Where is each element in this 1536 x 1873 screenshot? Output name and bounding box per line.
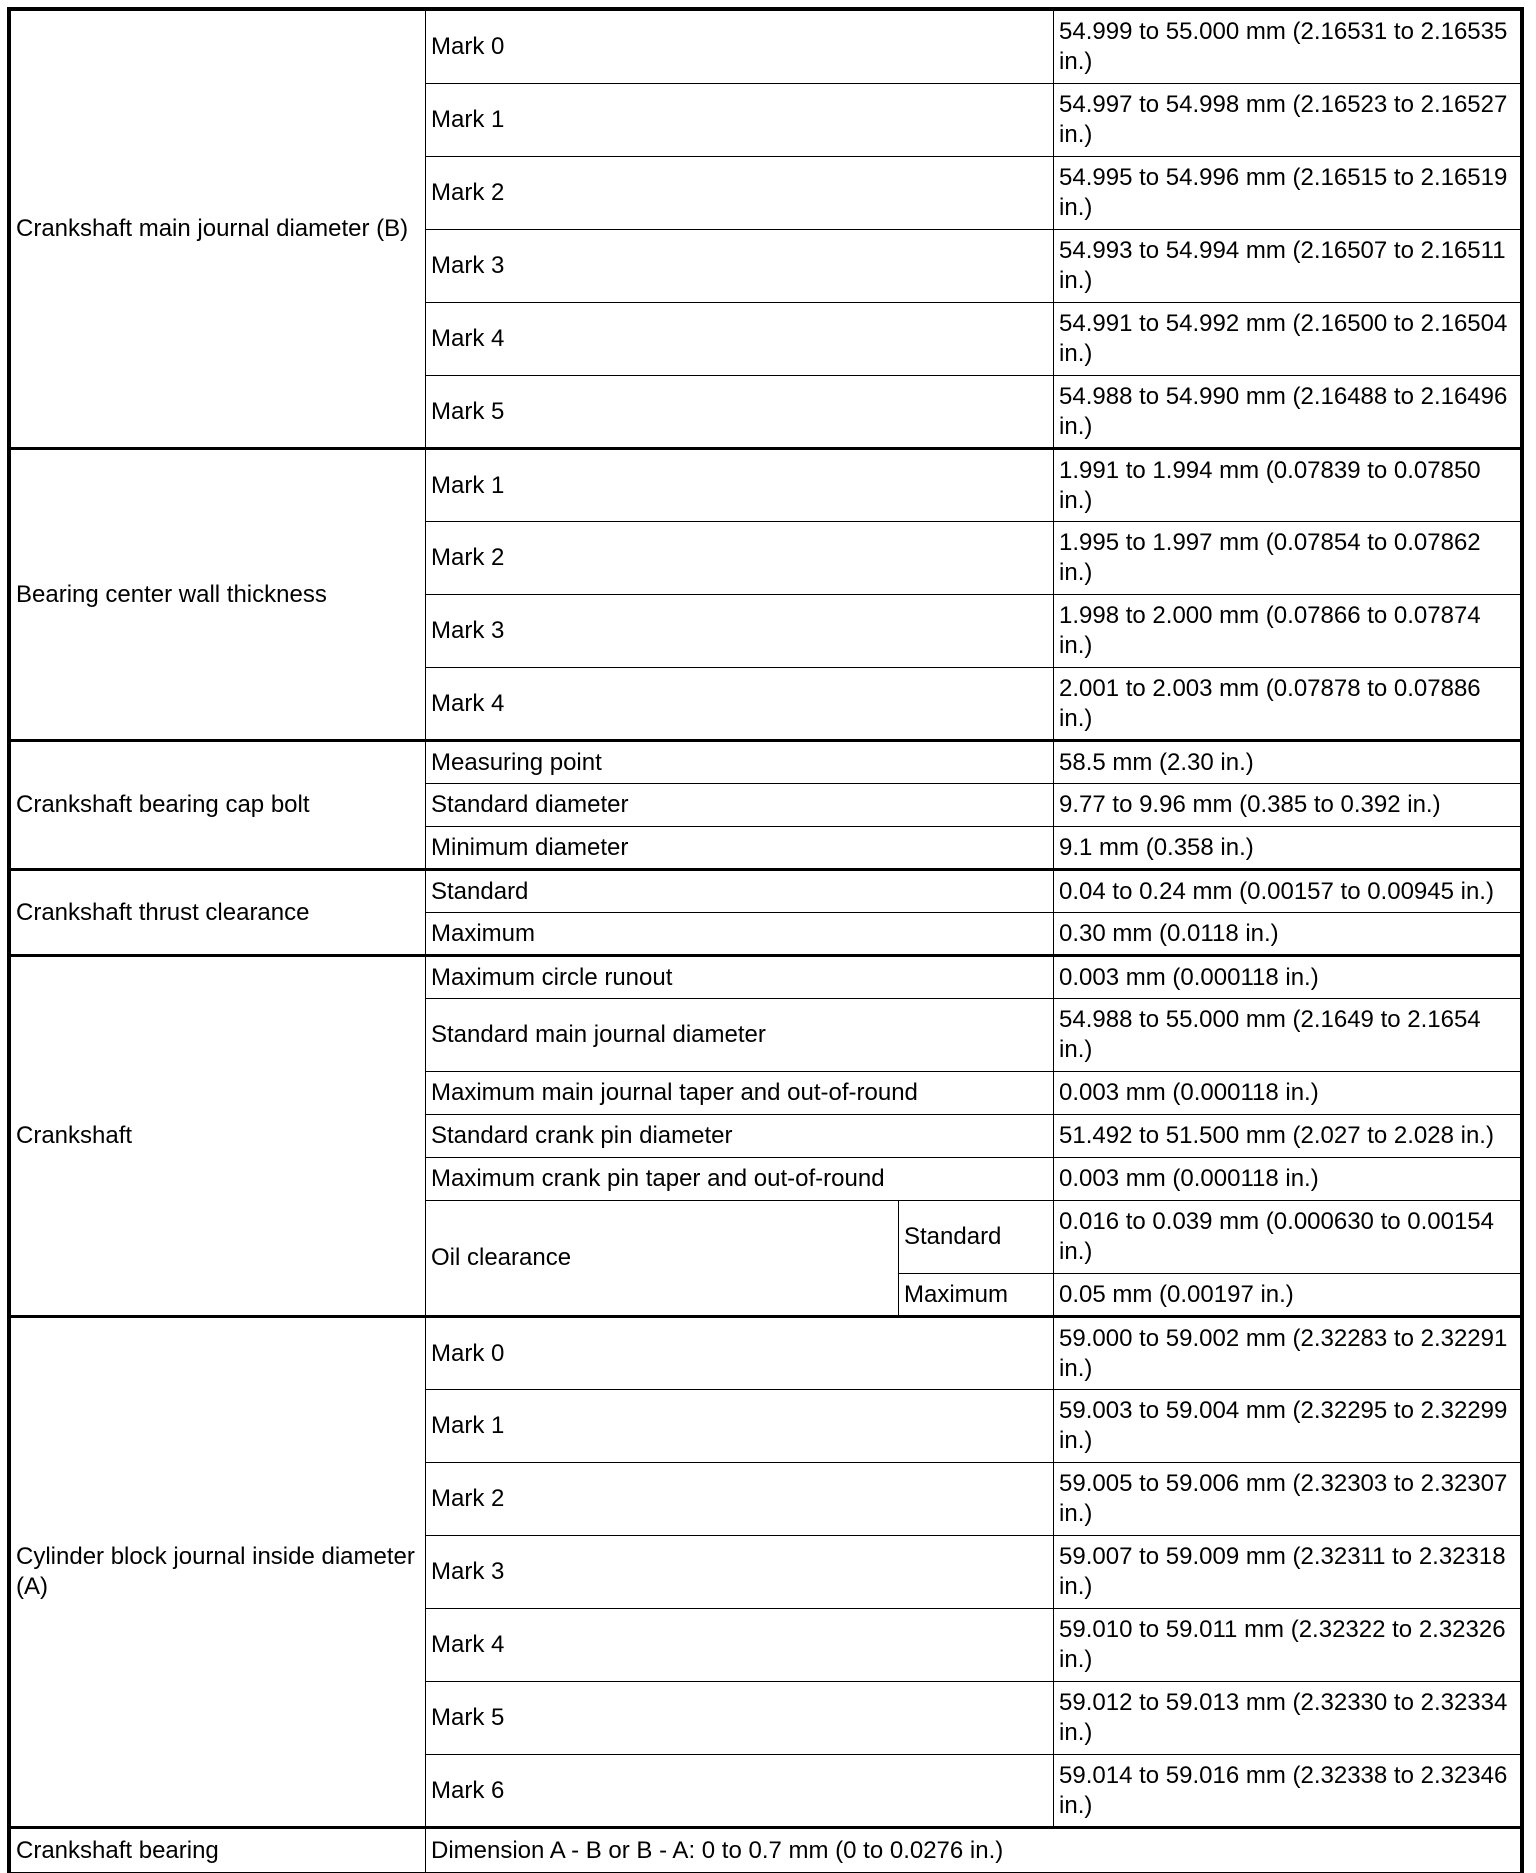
mark-cell: Mark 4: [426, 303, 1054, 376]
block-journal-label: Cylinder block journal inside diameter (A): [11, 1317, 426, 1828]
value-cell: 59.012 to 59.013 mm (2.32330 to 2.32334 in.): [1054, 1682, 1521, 1755]
value-cell: 0.016 to 0.039 mm (0.000630 to 0.00154 in.): [1054, 1201, 1521, 1274]
mark-cell: Mark 1: [426, 84, 1054, 157]
value-cell: 1.995 to 1.997 mm (0.07854 to 0.07862 in.): [1054, 522, 1521, 595]
value-cell: 54.988 to 54.990 mm (2.16488 to 2.16496 in.): [1054, 376, 1521, 449]
value-cell: 0.04 to 0.24 mm (0.00157 to 0.00945 in.): [1054, 870, 1521, 913]
value-cell: 58.5 mm (2.30 in.): [1054, 741, 1521, 784]
cap-bolt-label: Crankshaft bearing cap bolt: [11, 741, 426, 870]
table-row: [11, 741, 1521, 784]
value-cell: 59.003 to 59.004 mm (2.32295 to 2.32299 in.): [1054, 1390, 1521, 1463]
item-cell: Standard crank pin diameter: [426, 1115, 1054, 1158]
value-cell: 54.997 to 54.998 mm (2.16523 to 2.16527 in.): [1054, 84, 1521, 157]
item-cell: Standard diameter: [426, 784, 1054, 827]
value-cell: 59.000 to 59.002 mm (2.32283 to 2.32291 in.): [1054, 1317, 1521, 1390]
value-cell: 0.30 mm (0.0118 in.): [1054, 913, 1521, 956]
mark-cell: Mark 1: [426, 1390, 1054, 1463]
oil-clearance-label: Oil clearance: [426, 1201, 899, 1317]
value-cell: 51.492 to 51.500 mm (2.027 to 2.028 in.): [1054, 1115, 1521, 1158]
thrust-label: Crankshaft thrust clearance: [11, 870, 426, 956]
table-row: [11, 956, 1521, 999]
mark-cell: Mark 4: [426, 668, 1054, 741]
value-cell: 59.014 to 59.016 mm (2.32338 to 2.32346 in.): [1054, 1755, 1521, 1828]
mark-cell: Mark 3: [426, 1536, 1054, 1609]
mark-cell: Mark 2: [426, 157, 1054, 230]
value-cell: 1.991 to 1.994 mm (0.07839 to 0.07850 in.): [1054, 449, 1521, 522]
table-row: [11, 1317, 1521, 1390]
value-cell: 59.007 to 59.009 mm (2.32311 to 2.32318 in.): [1054, 1536, 1521, 1609]
value-cell: 59.005 to 59.006 mm (2.32303 to 2.32307 in.): [1054, 1463, 1521, 1536]
mark-cell: Mark 0: [426, 1317, 1054, 1390]
mark-cell: Mark 2: [426, 1463, 1054, 1536]
main-journal-label: Crankshaft main journal diameter (B): [11, 11, 426, 449]
table-row: [11, 11, 1521, 84]
value-cell: 9.77 to 9.96 mm (0.385 to 0.392 in.): [1054, 784, 1521, 827]
table-row: [11, 870, 1521, 913]
mark-cell: Mark 5: [426, 1682, 1054, 1755]
bearing-label: Crankshaft bearing: [11, 1828, 426, 1873]
item-cell: Maximum circle runout: [426, 956, 1054, 999]
value-cell: 59.010 to 59.011 mm (2.32322 to 2.32326 in.): [1054, 1609, 1521, 1682]
table-row: [11, 1828, 1521, 1873]
value-cell: 54.991 to 54.992 mm (2.16500 to 2.16504 in.): [1054, 303, 1521, 376]
value-cell: 0.003 mm (0.000118 in.): [1054, 1072, 1521, 1115]
mark-cell: Mark 4: [426, 1609, 1054, 1682]
mark-cell: Mark 2: [426, 522, 1054, 595]
item-cell: Standard main journal diameter: [426, 999, 1054, 1072]
value-cell: 9.1 mm (0.358 in.): [1054, 827, 1521, 870]
value-cell: 54.988 to 55.000 mm (2.1649 to 2.1654 in.): [1054, 999, 1521, 1072]
item-cell: Maximum crank pin taper and out-of-round: [426, 1158, 1054, 1201]
mark-cell: Mark 5: [426, 376, 1054, 449]
specification-table: [10, 10, 1521, 1873]
bearing-wall-label: Bearing center wall thickness: [11, 449, 426, 741]
value-cell: 0.003 mm (0.000118 in.): [1054, 956, 1521, 999]
item-cell: Measuring point: [426, 741, 1054, 784]
mark-cell: Mark 3: [426, 595, 1054, 668]
oil-maximum-label: Maximum: [899, 1274, 1054, 1317]
item-cell: Maximum main journal taper and out-of-round: [426, 1072, 1054, 1115]
value-cell: 54.999 to 55.000 mm (2.16531 to 2.16535 in.): [1054, 11, 1521, 84]
value-cell: 0.05 mm (0.00197 in.): [1054, 1274, 1521, 1317]
mark-cell: Mark 0: [426, 11, 1054, 84]
value-cell: 0.003 mm (0.000118 in.): [1054, 1158, 1521, 1201]
bearing-value: Dimension A - B or B - A: 0 to 0.7 mm (0 to 0.0276 in.): [426, 1828, 1521, 1873]
item-cell: Minimum diameter: [426, 827, 1054, 870]
item-cell: Standard: [426, 870, 1054, 913]
oil-standard-label: Standard: [899, 1201, 1054, 1274]
value-cell: 2.001 to 2.003 mm (0.07878 to 0.07886 in.): [1054, 668, 1521, 741]
mark-cell: Mark 3: [426, 230, 1054, 303]
value-cell: 54.993 to 54.994 mm (2.16507 to 2.16511 in.): [1054, 230, 1521, 303]
mark-cell: Mark 1: [426, 449, 1054, 522]
table-row: [11, 449, 1521, 522]
value-cell: 54.995 to 54.996 mm (2.16515 to 2.16519 in.): [1054, 157, 1521, 230]
mark-cell: Mark 6: [426, 1755, 1054, 1828]
item-cell: Maximum: [426, 913, 1054, 956]
crankshaft-label: Crankshaft: [11, 956, 426, 1317]
value-cell: 1.998 to 2.000 mm (0.07866 to 0.07874 in.): [1054, 595, 1521, 668]
